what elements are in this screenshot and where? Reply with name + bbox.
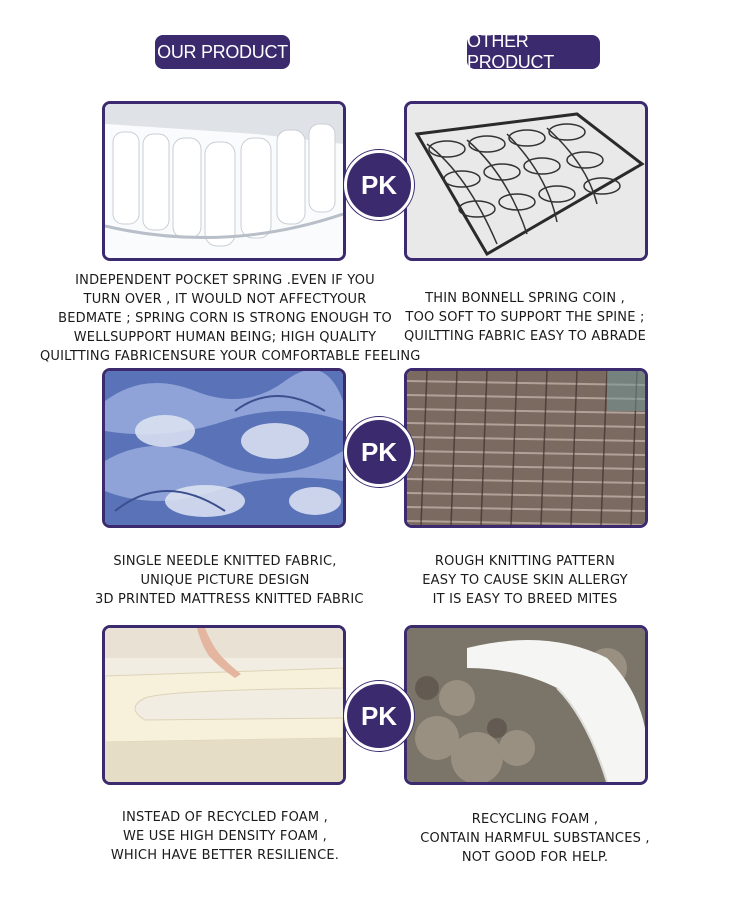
our-caption-row3 [95,808,355,865]
caption-line: TURN OVER , IT WOULD NOT AFFECTYOUR [83,292,367,307]
our-product-header: OUR PRODUCT [155,35,290,69]
caption-line: RECYCLING FOAM , [471,812,599,827]
caption-line: THIN BONNELL SPRING COIN , [425,291,625,306]
caption-line: WELLSUPPORT HUMAN BEING; HIGH QUALITY [73,330,377,345]
caption-line: WHICH HAVE BETTER RESILIENCE. [110,848,340,863]
caption-line: TOO SOFT TO SUPPORT THE SPINE ; [405,310,645,325]
caption-line: EASY TO CAUSE SKIN ALLERGY [422,573,628,588]
caption-line: WE USE HIGH DENSITY FOAM , [122,829,327,844]
caption-line: INDEPENDENT POCKET SPRING .EVEN IF YOU [75,273,375,288]
other-caption-row1 [395,289,655,346]
caption-line: CONTAIN HARMFUL SUBSTANCES , [420,831,650,846]
caption-line: SINGLE NEEDLE KNITTED FABRIC, [113,554,337,569]
pocket-spring-image [102,101,346,261]
pk-badge-row2: PK [344,417,414,487]
other-product-header: OTHER PRODUCT [467,35,600,69]
caption-line: 3D PRINTED MATTRESS KNITTED FABRIC [95,592,364,607]
knitted-fabric-image [102,368,346,528]
recycling-foam-image [404,625,648,785]
pk-badge-row3: PK [344,681,414,751]
caption-line: BEDMATE ; SPRING CORN IS STRONG ENOUGH TO [58,311,392,326]
caption-line: UNIQUE PICTURE DESIGN [140,573,310,588]
our-caption-row2 [95,552,364,609]
our-caption-row1 [40,271,421,366]
bonnell-spring-image [404,101,648,261]
pk-badge-row1: PK [344,150,414,220]
caption-line: INSTEAD OF RECYCLED FOAM , [122,810,328,825]
caption-line: QUILTTING FABRIC EASY TO ABRADE [404,329,646,344]
other-caption-row2 [395,552,655,609]
caption-line: ROUGH KNITTING PATTERN [434,554,616,569]
other-caption-row3 [405,810,665,867]
rough-knitting-image [404,368,648,528]
caption-line: NOT GOOD FOR HELP. [461,850,609,865]
caption-line: QUILTTING FABRICENSURE YOUR COMFORTABLE FEELING [40,349,421,364]
caption-line: IT IS EASY TO BREED MITES [432,592,618,607]
high-density-foam-image [102,625,346,785]
